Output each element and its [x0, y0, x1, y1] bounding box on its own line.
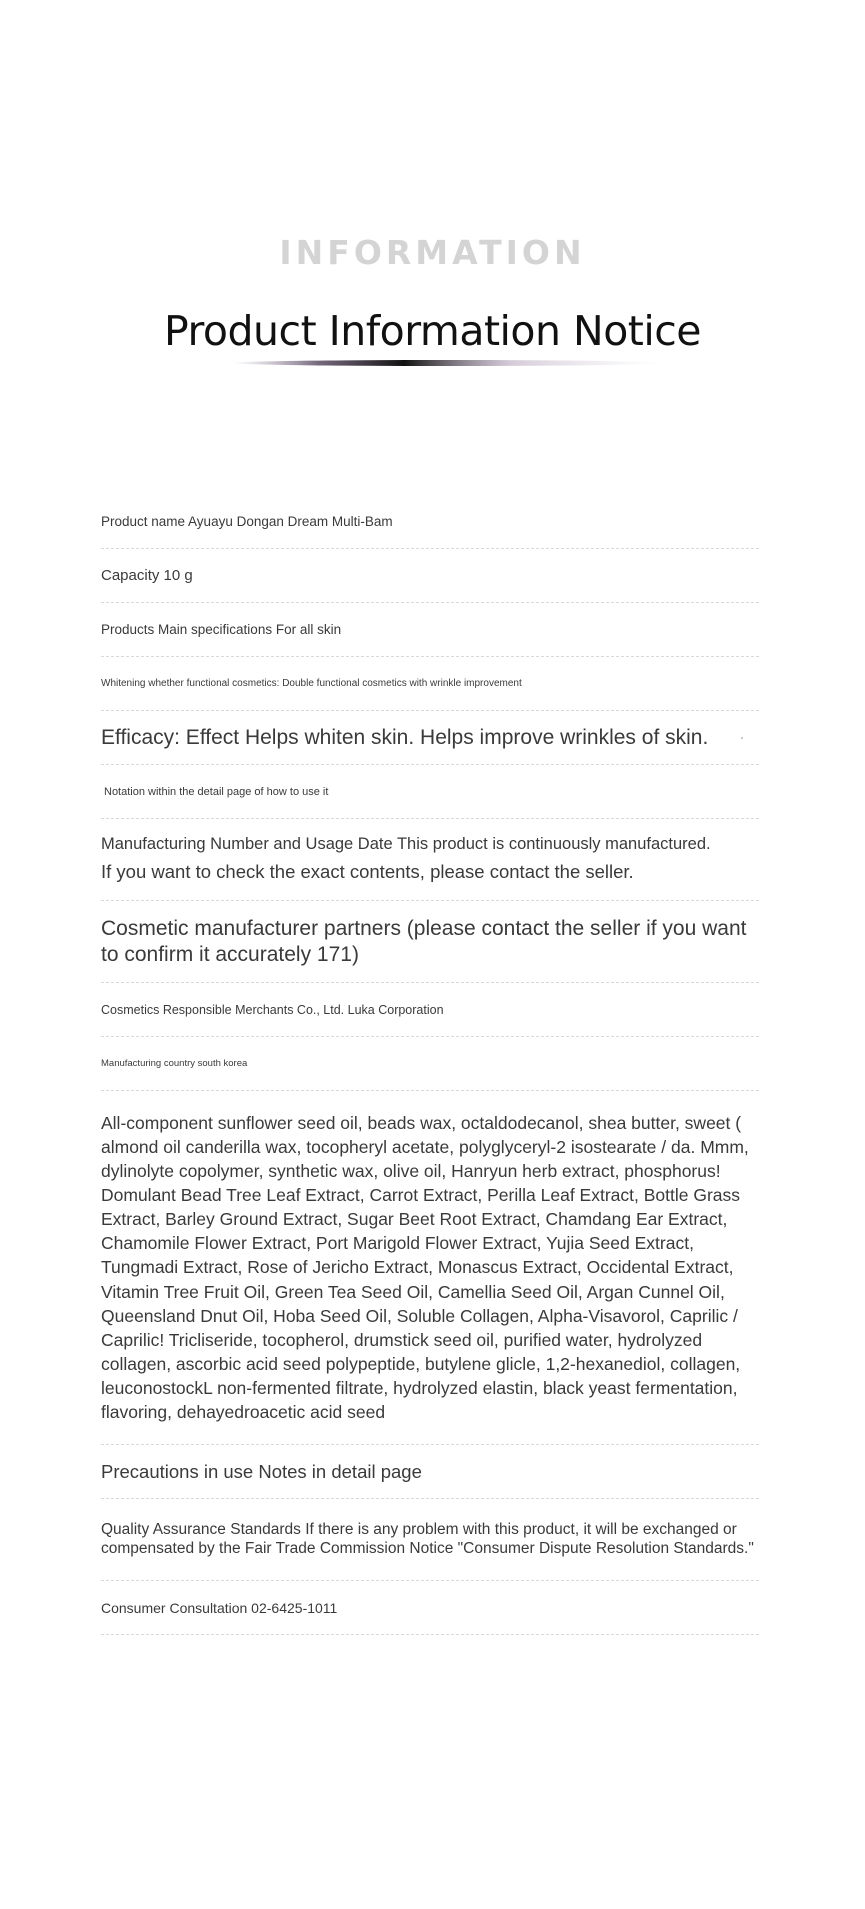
info-row-text: Quality Assurance Standards If there is any problem with this product, it will be exchanged or compensated by the Fair Trade Commission Notice "Consumer Dispute Resolution Standards." — [101, 1520, 754, 1557]
info-row-text: Whitening whether functional cosmetics: Double functional cosmetics with wrinkle improvement — [101, 678, 522, 689]
info-row-capacity — [101, 549, 759, 603]
info-row-responsible-merchant — [101, 983, 759, 1037]
info-row-specifications — [101, 603, 759, 657]
info-row-product-name — [101, 494, 759, 549]
info-row-consumer-consultation — [101, 1581, 759, 1635]
title-underline-decoration — [232, 358, 662, 368]
info-row-ingredients — [101, 1091, 759, 1445]
info-row-quality-assurance — [101, 1499, 759, 1581]
info-row-text: Manufacturing country south korea — [101, 1058, 248, 1069]
product-info-list — [101, 494, 759, 1635]
info-row-text: Manufacturing Number and Usage Date This product is continuously manufactured. — [101, 835, 711, 854]
info-row-text: Products Main specifications For all skin — [101, 622, 342, 637]
info-row-text: Notation within the detail page of how to use it — [104, 785, 329, 798]
info-row-manufacturing-number — [101, 819, 759, 901]
info-row-precautions — [101, 1445, 759, 1499]
info-row-text: If you want to check the exact contents, please contact the seller. — [101, 860, 634, 882]
info-row-text: Precautions in use Notes in detail page — [101, 1460, 422, 1482]
info-row-country — [101, 1037, 759, 1091]
info-row-functional-cosmetics — [101, 657, 759, 711]
info-row-how-to-use — [101, 765, 759, 819]
info-row-text: All-component sunflower seed oil, beads wax, octaldodecanol, shea butter, sweet ( almond oil canderilla wax, tocopheryl acetate, polyglyceryl-2 isostearate / da. Mmm, dylinolyte copolymer, synthetic wax, olive oil, Hanryun herb extract, phosphorus! Domulant Bead Tree Leaf Extract, Carrot Extract, Perilla Leaf Extract, Bottle Grass Extract, Barley Ground Extract, Sugar Beet Root Extract, Chamdang Ear Extract, Chamomile Flower Extract, Port Marigold Flower Extract, Yujia Seed Extract, Tungmadi Extract, Rose of Jericho Extract, Monascus Extract, Occidental Extract, Vitamin Tree Fruit Oil, Green Tea Seed Oil, Camellia Seed Oil, Argan Cunnel Oil, Queensland Dnut Oil, Hoba Seed Oil, Soluble Collagen, Alpha-Visavorol, Caprilic / Caprilic! Tricliseride, tocopherol, drumstick seed oil, purified water, hydrolyzed collagen, ascorbic acid seed polypeptide, butylene glicle, 1,2-hexanediol, collagen, leuconostockL non-fermented filtrate, hydrolyzed elastin, black yeast fermentation, flavoring, dehayedroacetic acid seed — [101, 1112, 749, 1423]
info-row-text: Product name Ayuayu Dongan Dream Multi-Bam — [101, 513, 393, 529]
decorative-dot — [741, 737, 743, 739]
info-row-text: Cosmetic manufacturer partners (please contact the seller if you want to confirm it accurately 171) — [101, 917, 747, 966]
info-row-efficacy — [101, 711, 759, 765]
info-row-text: Efficacy: Effect Helps whiten skin. Helps improve wrinkles of skin. — [101, 725, 709, 749]
info-row-text: Consumer Consultation 02-6425-1011 — [101, 1599, 338, 1616]
info-row-text: Cosmetics Responsible Merchants Co., Ltd. Luka Corporation — [101, 1002, 444, 1017]
info-row-manufacturer — [101, 901, 759, 983]
section-eyebrow: INFORMATION — [279, 233, 586, 272]
info-row-text: Capacity 10 g — [101, 567, 193, 584]
page-title: Product Information Notice — [163, 307, 702, 355]
